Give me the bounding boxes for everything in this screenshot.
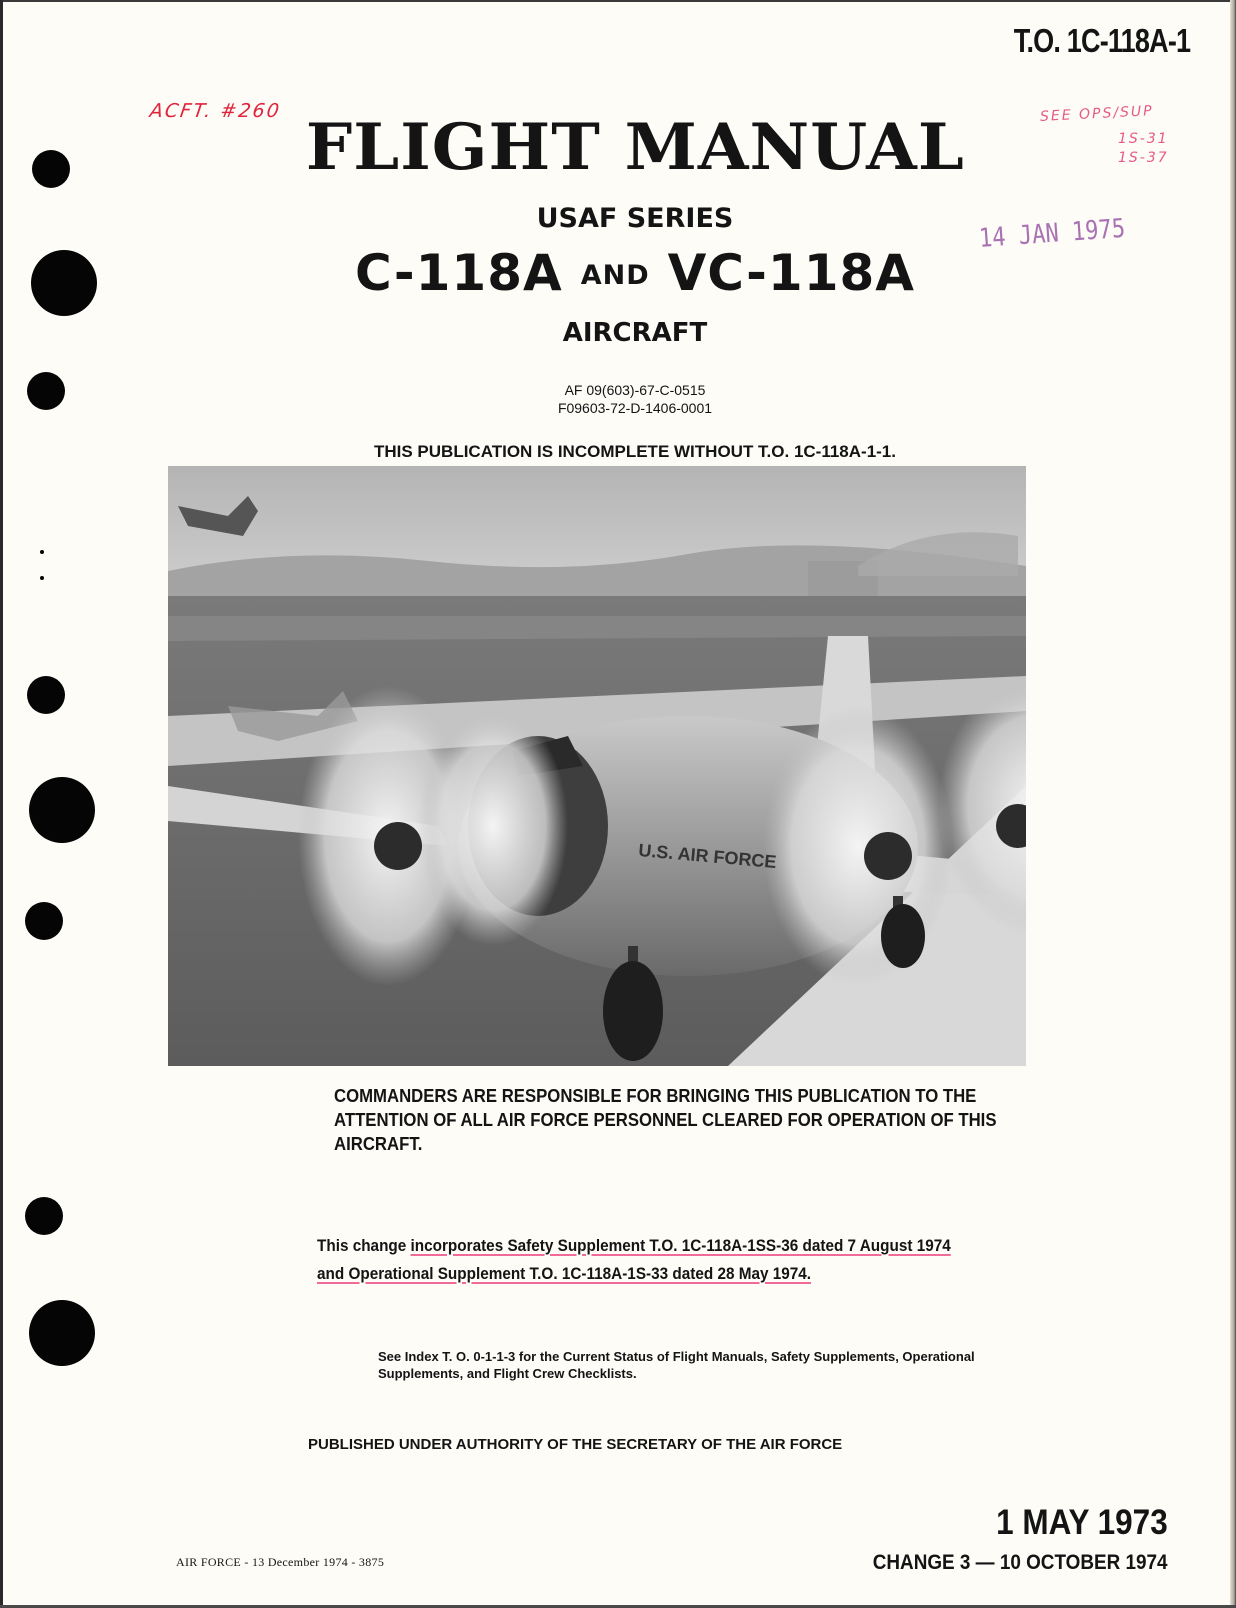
series-label: USAF SERIES	[536, 203, 734, 234]
handwritten-see-note: SEE OPS/SUP	[1039, 103, 1155, 125]
contract-numbers	[0, 381, 1236, 417]
change-date: CHANGE 3 — 10 OCTOBER 1974	[873, 1551, 1168, 1574]
page-edge-right	[1230, 0, 1236, 1608]
printing-imprint: AIR FORCE - 13 December 1974 - 3875	[176, 1555, 385, 1569]
change-incorporation-note	[317, 1232, 1001, 1288]
page-edge-left	[0, 0, 3, 1608]
publication-authority: PUBLISHED UNDER AUTHORITY OF THE SECRETARY OF THE AIR FORCE	[308, 1436, 843, 1453]
binder-hole-large	[29, 1300, 95, 1366]
aircraft-label: AIRCRAFT	[562, 318, 708, 348]
binder-hole-small	[25, 902, 63, 940]
model-c118a: C-118A	[355, 244, 563, 302]
technical-order-number: T.O. 1C-118A-1	[1013, 22, 1190, 59]
contract-number: F09603-72-D-1406-0001	[557, 400, 713, 416]
fuselage-marking: U.S. AIR FORCE	[637, 840, 778, 873]
page-edge-top	[0, 0, 1236, 2]
binder-hole-small	[25, 1197, 63, 1235]
handwritten-aircraft-number: ACFT. #260	[148, 100, 283, 122]
index-status-note: See Index T. O. 0-1-1-3 for the Current Status of Flight Manuals, Safety Supplements, Operational Supplements, and Flight Crew Checklists.	[378, 1349, 975, 1381]
change-note-operational-supplement: and Operational Supplement T.O. 1C-118A-1S-33 dated 28 May 1974.	[317, 1264, 812, 1283]
aircraft-painting	[168, 466, 1026, 1066]
document-title: FLIGHT MANUAL	[305, 110, 965, 185]
received-date-stamp: 14 JAN 1975	[978, 213, 1127, 254]
contract-number: AF 09(603)-67-C-0515	[564, 382, 706, 398]
binder-hole-small	[27, 676, 65, 714]
change-note-prefix: This change	[317, 1236, 411, 1255]
change-note-safety-supplement: incorporates Safety Supplement T.O. 1C-118A-1SS-36 dated 7 August 1974	[410, 1236, 951, 1255]
handwritten-reference: 1S-37	[1118, 150, 1169, 166]
aircraft-models	[0, 244, 1236, 302]
model-vc118a: VC-118A	[667, 244, 915, 302]
commanders-notice: COMMANDERS ARE RESPONSIBLE FOR BRINGING THIS PUBLICATION TO THE ATTENTION OF ALL AIR FORCE PERSONNEL CLEARED FOR OPERATION OF THIS AIRCRAFT.	[334, 1086, 997, 1154]
model-connector: AND	[580, 260, 650, 291]
binder-hole-large	[29, 777, 95, 843]
binder-pin-mark	[40, 550, 44, 554]
publication-date: 1 MAY 1973	[996, 1503, 1168, 1542]
incomplete-notice: THIS PUBLICATION IS INCOMPLETE WITHOUT T.O. 1C-118A-1-1.	[373, 442, 896, 461]
aircraft-illustration	[168, 466, 1026, 1066]
binder-pin-mark	[40, 576, 44, 580]
handwritten-reference: 1S-31	[1118, 131, 1169, 147]
